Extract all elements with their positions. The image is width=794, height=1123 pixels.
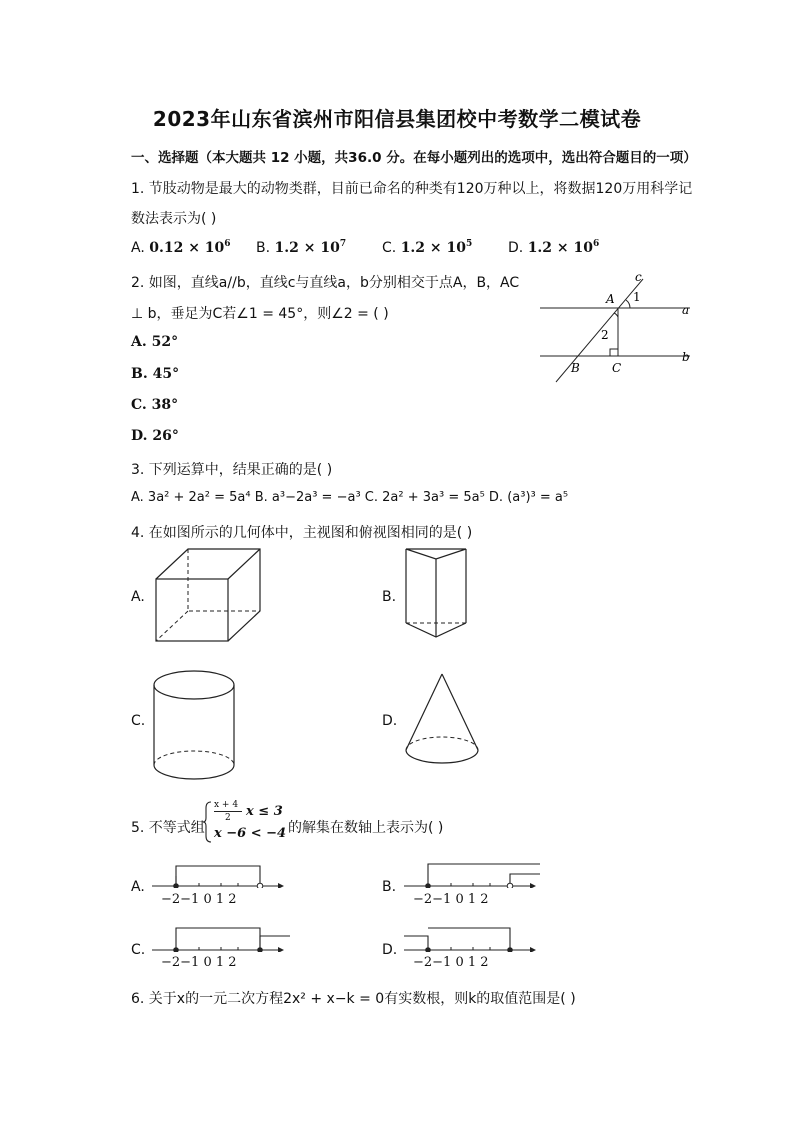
option-value: 1.2 × 10 [400, 240, 467, 256]
option-value: 1.2 × 10 [274, 240, 340, 256]
label-angle-2: 2 [601, 328, 609, 342]
cone-base-back [406, 737, 478, 750]
label-C: C [612, 361, 622, 375]
cone-figure [400, 670, 484, 770]
fraction-bar [214, 811, 242, 812]
cube-front-face [156, 579, 228, 641]
cube-back-edges [156, 549, 260, 641]
angle-1-arc [626, 300, 630, 308]
q1-option-a [131, 240, 231, 256]
number-line-c-ticks: −2−1 0 1 2 [161, 955, 237, 970]
cube-edge [228, 549, 260, 579]
q4-label-d: D. [382, 713, 398, 729]
number-line-b-ticks: −2−1 0 1 2 [413, 892, 489, 907]
option-value: 0.12 × 10 [149, 240, 225, 256]
q4-stem: 4. 在如图所示的几何体中，主视图和俯视图相同的是( ) [131, 525, 473, 541]
q5-label-b: B. [382, 879, 397, 895]
option-label: A. [131, 240, 145, 256]
option-exponent: 6 [224, 239, 231, 249]
parallel-lines-figure [530, 265, 710, 390]
q4-label-a: A. [131, 589, 145, 605]
option-value: 1.2 × 10 [527, 240, 594, 256]
q1-option-b [256, 240, 346, 256]
cylinder-bottom-front [154, 765, 234, 779]
q5-inequality-1: x ≤ 3 [246, 804, 283, 819]
number-line-d-ticks: −2−1 0 1 2 [413, 955, 489, 970]
cone-base-front [406, 750, 478, 763]
number-line-b [402, 860, 542, 888]
number-line-d [402, 924, 538, 952]
angle-2-arc [614, 313, 618, 317]
cube-hidden-edge [156, 611, 188, 641]
q4-label-c: C. [131, 713, 146, 729]
label-b: b [682, 350, 690, 364]
q5-inequality-2: x −6 < −4 [214, 826, 287, 841]
option-label: D. [508, 240, 524, 256]
system-brace [202, 800, 212, 844]
q2-stem-line1: 2. 如图，直线a//b，直线c与直线a，b分别相交于点A，B，AC [131, 275, 520, 291]
q1-option-c [382, 240, 472, 256]
q2-option-d: D. 26° [131, 428, 179, 444]
q2-option-c: C. 38° [131, 397, 179, 413]
cylinder-bottom-back [154, 751, 234, 765]
q5-prefix: 5. 不等式组 [131, 820, 205, 836]
q6-stem: 6. 关于x的一元二次方程2x² + x−k = 0有实数根，则k的取值范围是( ) [131, 991, 576, 1007]
prism-top-face [406, 549, 466, 559]
triangular-prism-figure [400, 545, 472, 645]
q5-fraction-denominator: 2 [225, 813, 231, 823]
q2-option-b: B. 45° [131, 366, 180, 382]
q5-label-d: D. [382, 942, 398, 958]
q3-options: A. 3a² + 2a² = 5a⁴ B. a³−2a³ = −a³ C. 2a² + 3a³ = 5a⁵ D. (a³)³ = a⁵ [131, 490, 569, 505]
q2-option-a: A. 52° [131, 334, 179, 350]
label-a: a [682, 303, 690, 317]
number-line-a [150, 860, 286, 888]
option-exponent: 5 [466, 239, 473, 249]
option-exponent: 7 [339, 239, 347, 249]
right-angle-mark [610, 349, 618, 356]
q1-stem-line2: 数法表示为( ) [131, 211, 217, 227]
option-label: B. [256, 240, 271, 256]
label-c: c [635, 270, 642, 284]
label-A: A [606, 292, 615, 306]
q5-label-c: C. [131, 942, 146, 958]
q5-fraction-numerator: x + 4 [214, 800, 239, 810]
cylinder-figure [148, 665, 242, 785]
cylinder-top [154, 671, 234, 699]
label-angle-1: 1 [633, 290, 641, 304]
cube-hidden-edges [188, 549, 260, 611]
cube-figure [150, 545, 266, 645]
option-exponent: 6 [593, 239, 600, 249]
q1-option-d [508, 240, 599, 256]
q1-stem-line1: 1. 节肢动物是最大的动物类群，目前已命名的种类有120万种以上，将数据120万用科学记 [131, 181, 693, 197]
line-c [556, 279, 643, 382]
page-title: 2023年山东省滨州市阳信县集团校中考数学二模试卷 [152, 107, 642, 131]
option-label: C. [382, 240, 397, 256]
number-line-c [150, 924, 292, 952]
q5-suffix: 的解集在数轴上表示为( ) [288, 820, 444, 836]
number-line-a-ticks: −2−1 0 1 2 [161, 892, 237, 907]
q3-stem: 3. 下列运算中，结果正确的是( ) [131, 462, 333, 478]
section-heading: 一、选择题（本大题共 12 小题，共36.0 分。在每小题列出的选项中，选出符合题目的一项） [131, 150, 697, 166]
q5-label-a: A. [131, 879, 145, 895]
q4-label-b: B. [382, 589, 397, 605]
q2-stem-line2: ⊥ b，垂足为C若∠1 = 45°，则∠2 = ( ) [131, 306, 389, 322]
label-B: B [571, 361, 580, 375]
